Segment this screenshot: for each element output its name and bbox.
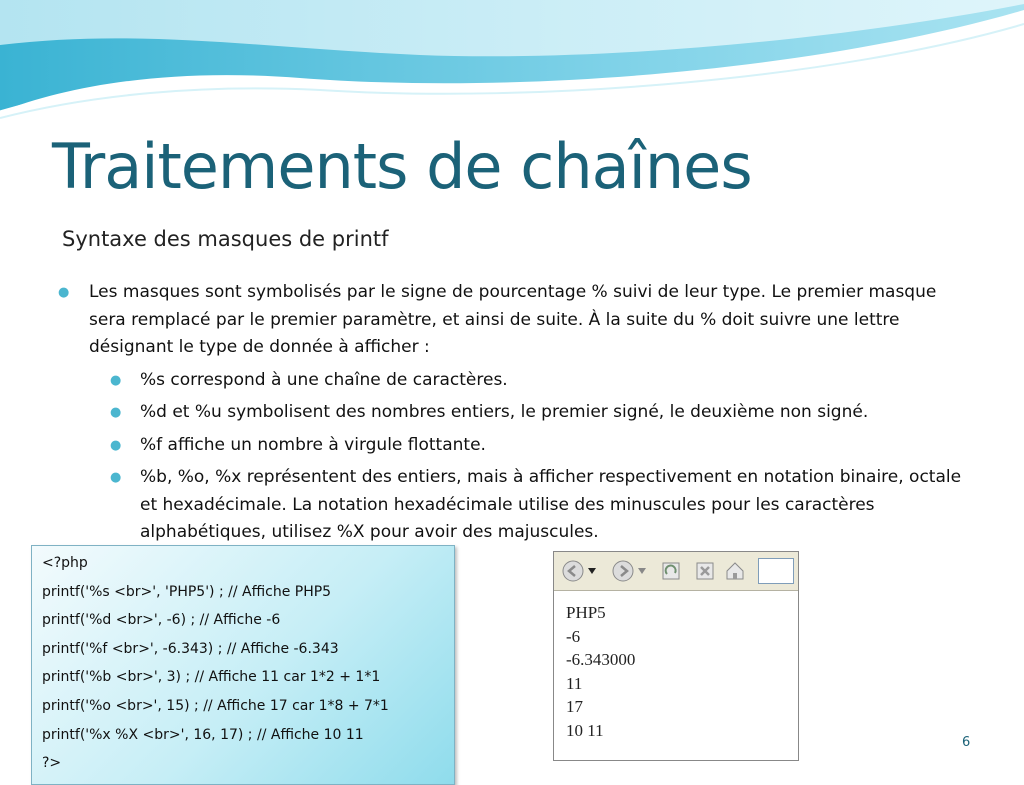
code-line: <?php [42,555,88,571]
sub-bullet [58,432,968,460]
sub-bullet-text: %d et %u symbolisent des nombres entiers, le premier signé, le deuxième non signé. [140,402,869,422]
code-line: printf('%s <br>', 'PHP5') ; // Affiche PHP5 [42,583,332,600]
bullet-dot-icon: ● [110,437,122,453]
code-line: printf('%x %X <br>', 16, 17) ; // Affiche 10 11 [42,726,364,743]
slide-title: Traitements de chaînes [52,130,752,203]
output-line: 11 [566,673,583,693]
sub-bullet-text: %b, %o, %x représentent des entiers, mais à afficher respectivement en notation binaire, octale et hexadécimale. La notation hexadécimale utilise des minuscules pour les caractères alphabétiques, utilisez %X pour avoir des majuscules. [140,467,962,542]
code-line: ?> [42,755,62,772]
output-line: -6 [566,626,581,646]
code-line: printf('%d <br>', -6) ; // Affiche -6 [42,612,281,629]
page-number: 6 [962,735,971,750]
sub-bullet [58,399,968,427]
code-line: printf('%f <br>', -6.343) ; // Affiche -6.343 [42,640,339,657]
sub-bullet [58,367,968,395]
back-icon[interactable] [562,560,584,582]
bullet-dot-icon: ● [110,405,122,420]
stop-icon[interactable] [694,560,716,582]
browser-output [554,591,798,742]
bullet-list [58,279,968,547]
sub-bullet [58,464,968,547]
address-bar-input[interactable] [758,558,794,584]
bullet-dot-icon: ● [110,372,122,388]
bullet-main-text: Les masques sont symbolisés par le signe de pourcentage % suivi de leur type. Le premier masque sera remplacé par le premier paramètre, et ainsi de suite. À la suite du % doit suivre une lettre désignant le type de donnée à afficher : [89,282,937,357]
sub-bullet-text: %s correspond à une chaîne de caractères. [140,369,508,390]
output-line: PHP5 [566,603,606,622]
sub-bullet-text: %f affiche un nombre à virgule flottante. [140,434,486,455]
output-line: 10 11 [566,720,604,740]
refresh-icon[interactable] [660,560,682,582]
slide-subtitle: Syntaxe des masques de printf [62,227,389,251]
chevron-down-icon[interactable] [588,568,596,574]
bullet-dot-icon: ● [58,285,70,300]
chevron-down-icon[interactable] [638,568,646,574]
code-box [31,545,455,785]
bullet-dot-icon: ● [110,470,122,485]
forward-icon[interactable] [612,560,634,582]
browser-screenshot [553,551,799,761]
output-line: 17 [566,697,583,716]
browser-toolbar [554,552,798,591]
code-line: printf('%b <br>', 3) ; // Affiche 11 car 1*2 + 1*1 [42,669,381,686]
bullet-main [58,279,968,362]
code-line: printf('%o <br>', 15) ; // Affiche 17 car 1*8 + 7*1 [42,697,389,714]
output-line: -6.343000 [566,650,636,669]
home-icon[interactable] [724,560,746,582]
header-wave-decoration [0,0,1024,125]
